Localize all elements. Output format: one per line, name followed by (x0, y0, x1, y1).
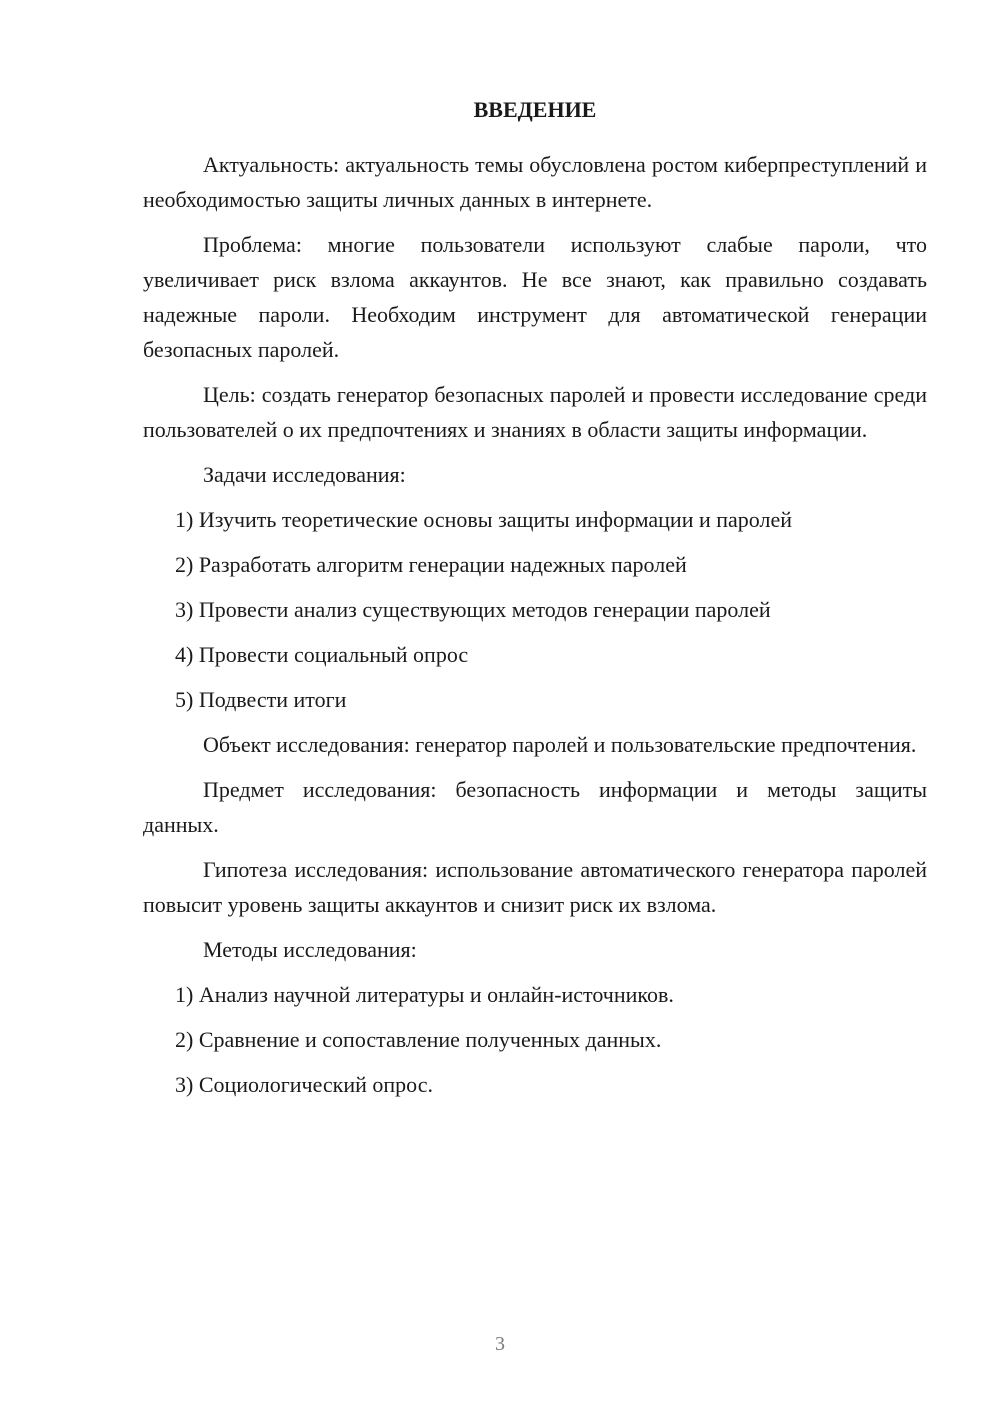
methods-heading: Методы исследования: (203, 937, 417, 962)
method-item-2: 2) Сравнение и сопоставление полученных данных. (175, 1027, 662, 1052)
paragraph-relevance: Актуальность: актуальность темы обусловлена ростом киберпреступлений и необходимостью защиты личных данных в интернете. (143, 152, 927, 212)
tasks-list (143, 502, 927, 717)
task-item-3: 3) Провести анализ существующих методов генерации паролей (175, 597, 771, 622)
paragraph-hypothesis: Гипотеза исследования: использование автоматического генератора паролей повысит уровень защиты аккаунтов и снизит риск их взлома. (143, 857, 927, 917)
paragraph-problem: Проблема: многие пользователи используют слабые пароли, что увеличивает риск взлома аккаунтов. Не все знают, как правильно создавать надежные пароли. Необходим инструмент для автоматической генерации безопасных паролей. (143, 232, 927, 362)
paragraph-subject: Предмет исследования: безопасность информации и методы защиты данных. (143, 777, 927, 837)
page-number: 3 (495, 1333, 505, 1355)
document-content (143, 92, 927, 1112)
tasks-heading: Задачи исследования: (203, 462, 406, 487)
paragraph-goal: Цель: создать генератор безопасных паролей и провести исследование среди пользователей о их предпочтениях и знаниях в области защиты информации. (143, 382, 927, 442)
page-title: ВВЕДЕНИЕ (473, 97, 597, 122)
paragraph-object: Объект исследования: генератор паролей и пользовательские предпочтения. (203, 732, 917, 757)
task-item-5: 5) Подвести итоги (175, 687, 347, 712)
task-item-4: 4) Провести социальный опрос (175, 642, 469, 667)
task-item-1: 1) Изучить теоретические основы защиты информации и паролей (175, 507, 793, 532)
method-item-1: 1) Анализ научной литературы и онлайн-источников. (175, 982, 674, 1007)
method-item-3: 3) Социологический опрос. (175, 1072, 433, 1097)
methods-list (143, 977, 927, 1102)
task-item-2: 2) Разработать алгоритм генерации надежных паролей (175, 552, 687, 577)
